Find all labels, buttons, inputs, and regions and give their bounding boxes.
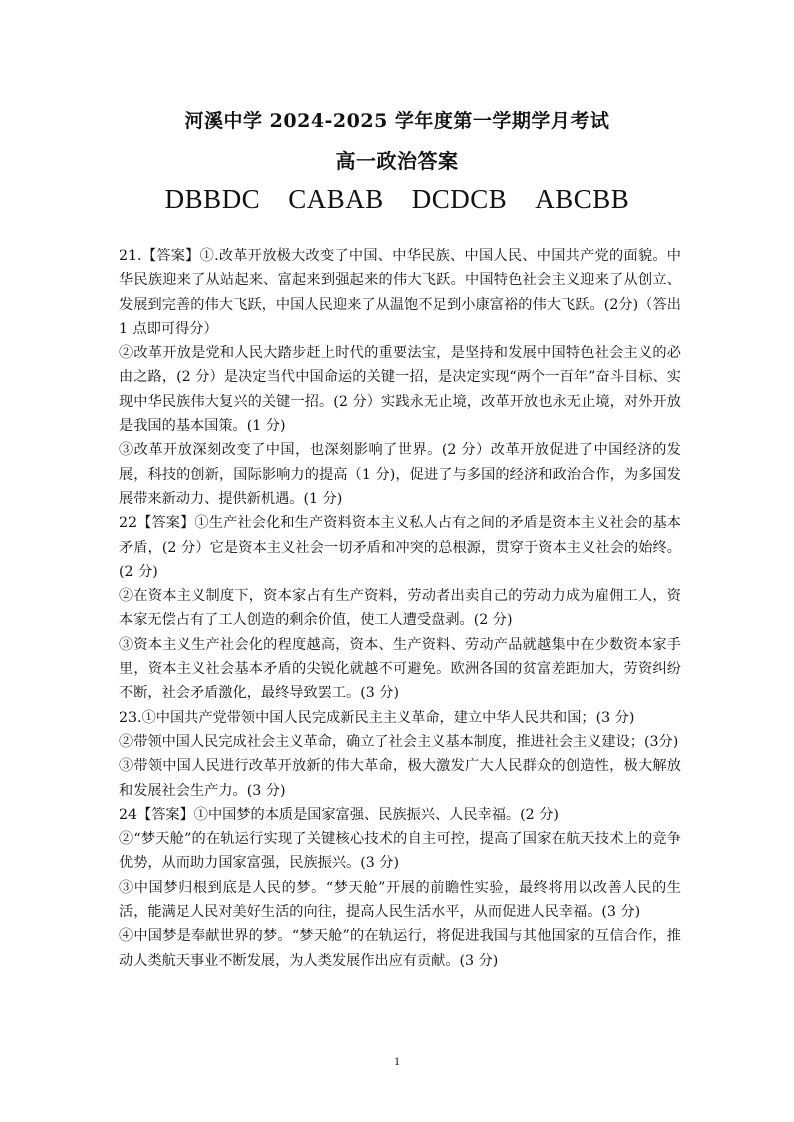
choice-answer-group: ABCBB xyxy=(535,184,630,214)
answer-paragraph: ②改革开放是党和人民大踏步赶上时代的重要法宝，是坚持和发展中国特色社会主义的必由之路，(2 分）是决定当代中国命运的关键一招，是决定实现“两个一百年”奋斗目标、实现中华民族伟大复兴的关键一招。(2 分）实践永无止境，改革开放也永无止境，对外开放是我国的基本国策。(1 分) xyxy=(119,345,681,435)
answer-paragraph: ③改革开放深刻改变了中国，也深刻影响了世界。(2 分）改革开放促进了中国经济的发展，科技的创新，国际影响力的提高（1 分)，促进了与多国的经济和政治合作，为多国发展带来新动力、提供新机遇。(1 分) xyxy=(119,442,681,507)
answer-paragraph: ②“梦天舱”的在轨运行实现了关键核心技术的自主可控，提高了国家在航天技术上的竞争优势，从而助力国家富强，民族振兴。(3 分) xyxy=(119,831,681,872)
answer-paragraph: ③资本主义生产社会化的程度越高，资本、生产资料、劳动产品就越集中在少数资本家手里，资本主义社会基本矛盾的尖锐化就越不可避免。欧洲各国的贫富差距加大，劳资纠纷不断，社会矛盾激化，最终导致罢工。(3 分) xyxy=(119,636,681,702)
choice-answer-group: DBBDC xyxy=(164,184,261,214)
choice-answer-group: DCDCB xyxy=(411,184,508,214)
answer-paragraph: ④中国梦是奉献世界的梦。“梦天舱”的在轨运行，将促进我国与其他国家的互信合作，推动人类航天事业不断发展，为人类发展作出应有贡献。(3 分) xyxy=(119,928,681,969)
answer-paragraph: 22【答案】①生产社会化和生产资料资本主义私人占有之间的矛盾是资本主义社会的基本矛盾，(2 分）它是资本主义社会一切矛盾和冲突的总根源，贯穿于资本主义社会的始终。(2 分) xyxy=(119,515,681,580)
answer-paragraph: ②在资本主义制度下，资本家占有生产资料，劳动者出卖自己的劳动力成为雇佣工人，资本家无偿占有了工人创造的剩余价值，使工人遭受盘剥。(2 分) xyxy=(119,588,681,629)
answer-paragraph: ②带领中国人民完成社会主义革命，确立了社会主义基本制度，推进社会主义建设；(3分) xyxy=(119,733,679,750)
choice-answer-group: CABAB xyxy=(288,184,384,214)
choice-answers xyxy=(0,184,794,215)
answer-paragraph: 24【答案】①中国梦的本质是国家富强、民族振兴、人民幸福。(2 分) xyxy=(119,806,559,823)
answer-body xyxy=(119,244,681,973)
answer-paragraph: ③带领中国人民进行改革开放新的伟大革命，极大激发广大人民群众的创造性，极大解放和发展社会生产力。(3 分) xyxy=(119,758,681,799)
page-title: 河溪中学 2024-2025 学年度第一学期学月考试 xyxy=(184,110,610,132)
page-number: 1 xyxy=(394,1054,400,1068)
page-subtitle: 高一政治答案 xyxy=(335,149,459,173)
answer-paragraph: 23.①中国共产党带领中国人民完成新民主主义革命，建立中华人民共和国；(3 分) xyxy=(119,709,635,726)
answer-paragraph: ③中国梦归根到底是人民的梦。“梦天舱”开展的前瞻性实验，最终将用以改善人民的生活，能满足人民对美好生活的向往，提高人民生活水平，从而促进人民幸福。(3 分) xyxy=(119,879,681,921)
answer-paragraph: 21.【答案】①.改革开放极大改变了中国、中华民族、中国人民、中国共产党的面貌。中华民族迎来了从站起来、富起来到强起来的伟大飞跃。中国特色社会主义迎来了从创立、发展到完善的伟大飞跃，中国人民迎来了从温饱不足到小康富裕的伟大飞跃。(2分)（答出 1 点即可得分） xyxy=(119,248,681,337)
